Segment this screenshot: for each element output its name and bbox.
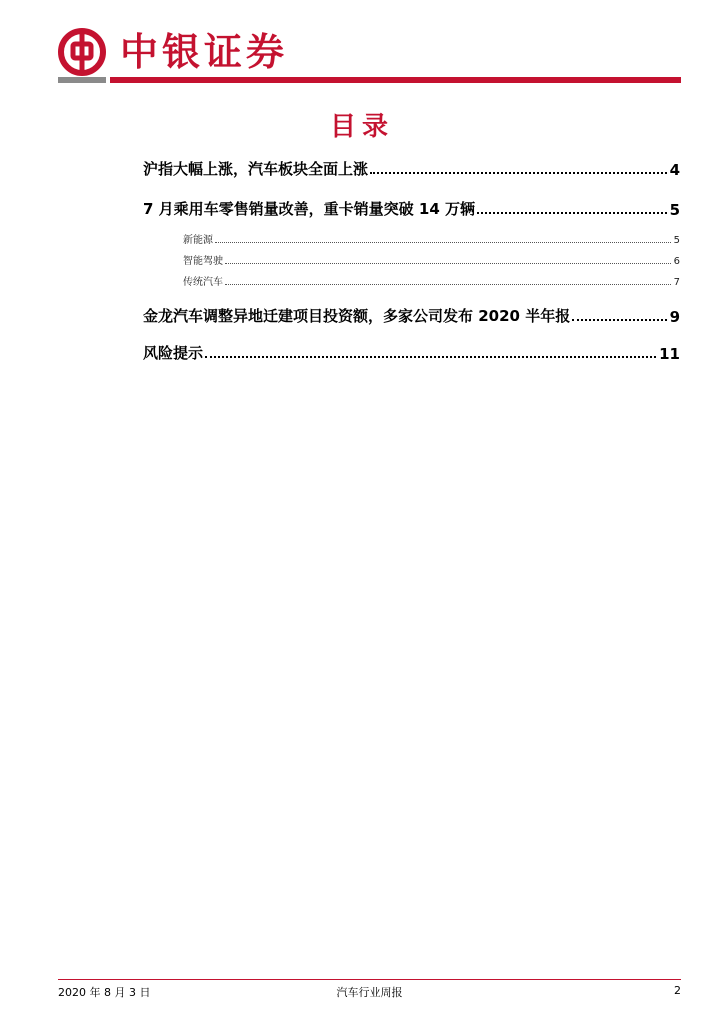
toc-entry-text: 智能驾驶 bbox=[183, 256, 223, 267]
page-footer bbox=[58, 984, 681, 1000]
toc-entry-text: 7 月乘用车零售销量改善，重卡销量突破 14 万辆 bbox=[143, 200, 475, 218]
toc-leader-dots bbox=[572, 318, 666, 321]
toc-entry[interactable] bbox=[143, 342, 680, 363]
toc-entry[interactable] bbox=[143, 198, 680, 219]
toc-title: 目录 bbox=[329, 112, 394, 142]
toc-entry-page: 9 bbox=[669, 308, 680, 326]
header-rule-gray bbox=[58, 77, 106, 83]
page-header bbox=[58, 28, 681, 84]
toc-entry-text: 金龙汽车调整异地迁建项目投资额，多家公司发布 2020 半年报 bbox=[143, 307, 571, 325]
toc-leader-dots bbox=[477, 211, 667, 214]
toc-leader-dots bbox=[370, 171, 667, 174]
toc-subentry[interactable] bbox=[183, 231, 680, 246]
toc-leader-dots bbox=[225, 283, 671, 285]
toc-entry-text: 风险提示 bbox=[143, 344, 204, 362]
footer-page-number: 2 bbox=[674, 984, 681, 997]
toc-entry-page: 7 bbox=[673, 277, 680, 288]
toc-entry-text: 沪指大幅上涨，汽车板块全面上涨 bbox=[143, 160, 369, 178]
toc-entry[interactable] bbox=[143, 305, 680, 326]
brand-name: 中银证券 bbox=[120, 29, 289, 74]
footer-rule bbox=[58, 979, 681, 980]
toc-entry-page: 4 bbox=[669, 161, 680, 179]
toc-subentry[interactable] bbox=[183, 273, 680, 288]
bank-of-china-logo-icon bbox=[58, 28, 106, 76]
toc-entry-text: 传统汽车 bbox=[183, 277, 223, 288]
footer-date: 2020 年 8 月 3 日 bbox=[58, 986, 151, 999]
toc-entry-page: 11 bbox=[659, 345, 680, 363]
toc-leader-dots bbox=[215, 241, 671, 243]
toc-entry-page: 5 bbox=[673, 235, 680, 246]
toc-leader-dots bbox=[225, 262, 671, 264]
toc-entry-page: 6 bbox=[673, 256, 680, 267]
header-rule-red bbox=[110, 77, 681, 83]
toc-subentry[interactable] bbox=[183, 252, 680, 267]
toc-leader-dots bbox=[205, 355, 656, 358]
footer-report-name: 汽车行业周报 bbox=[336, 986, 403, 999]
toc-entry[interactable] bbox=[143, 158, 680, 179]
toc-entry-page: 5 bbox=[669, 201, 680, 219]
toc-entry-text: 新能源 bbox=[183, 235, 213, 246]
